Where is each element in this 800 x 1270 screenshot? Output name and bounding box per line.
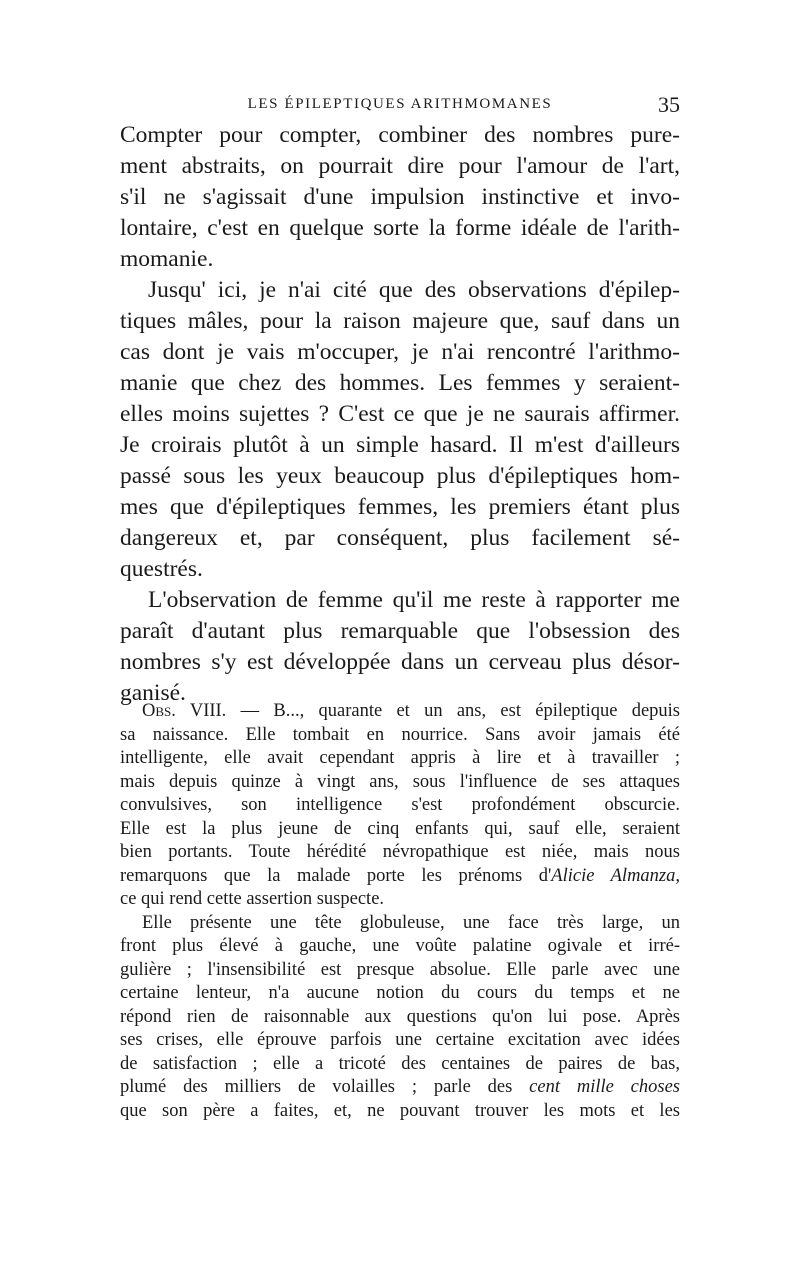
text-line: mes que d'épileptiques femmes, les premiers étant plus xyxy=(120,494,680,520)
text-line: elles moins sujettes ? C'est ce que je ne saurais affirmer. xyxy=(120,401,680,427)
text-line: nombres s'y est développée dans un cerveau plus désor- xyxy=(120,649,680,675)
text-line: Je croirais plutôt à un simple hasard. Il m'est d'ailleurs xyxy=(120,432,680,458)
text-line: cas dont je vais m'occuper, je n'ai rencontré l'arithmo- xyxy=(120,339,680,365)
text-line: momanie. xyxy=(120,246,214,272)
text-line: gulière ; l'insensibilité est presque absolue. Elle parle avec une xyxy=(120,959,680,980)
text-line: sa naissance. Elle tombait en nourrice. Sans avoir jamais été xyxy=(120,724,680,745)
observation-label: Obs. xyxy=(142,701,176,721)
running-title: LES ÉPILEPTIQUES ARITHMOMANES xyxy=(247,96,553,112)
page-number: 35 xyxy=(658,92,680,117)
page-header xyxy=(120,92,680,122)
text-line: s'il ne s'agissait d'une impulsion instinctive et invo- xyxy=(120,184,680,210)
text-line: ce qui rend cette assertion suspecte. xyxy=(120,889,385,909)
text-line: convulsives, son intelligence s'est profondément obscurcie. xyxy=(120,795,680,815)
text-line: lontaire, c'est en quelque sorte la forme idéale de l'arith- xyxy=(120,215,680,241)
text-line: Compter pour compter, combiner des nombres pure- xyxy=(120,122,680,148)
text-line: de satisfaction ; elle a tricoté des centaines de paires de bas, xyxy=(120,1053,680,1074)
main-text xyxy=(120,120,680,709)
text-line: questrés. xyxy=(120,556,203,582)
text-line: répond rien de raisonnable aux questions qu'on lui pose. Après xyxy=(120,1006,680,1027)
text-line: Jusqu' ici, je n'ai cité que des observations d'épilep- xyxy=(148,277,680,303)
text-line: front plus élevé à gauche, une voûte palatine ogivale et irré- xyxy=(120,936,680,956)
text-line: passé sous les yeux beaucoup plus d'épileptiques hom- xyxy=(120,463,680,489)
text-line: plumé des milliers de volailles ; parle des cent mille choses xyxy=(120,1077,681,1097)
text-line: ses crises, elle éprouve parfois une certaine excitation avec idées xyxy=(120,1030,680,1050)
text-line: Obs. VIII. — B..., quarante et un ans, est épileptique depuis xyxy=(142,701,681,721)
text-line: ment abstraits, on pourrait dire pour l'amour de l'art, xyxy=(120,153,680,179)
text-line: intelligente, elle avait cependant appris à lire et à travailler ; xyxy=(120,748,680,768)
text-line: certaine lenteur, n'a aucune notion du cours du temps et ne xyxy=(120,983,680,1003)
text-line: manie que chez des hommes. Les femmes y seraient- xyxy=(120,370,680,396)
patient-names: Alicie Almanza, xyxy=(551,865,680,886)
text-line: bien portants. Toute hérédité névropathique est niée, mais nous xyxy=(120,842,680,862)
text-line: Elle présente une tête globuleuse, une face très large, un xyxy=(142,912,680,933)
text-line: mais depuis quinze à vingt ans, sous l'influence de ses attaques xyxy=(120,771,680,792)
text-line: que son père a faites, et, ne pouvant trouver les mots et les xyxy=(120,1100,680,1121)
cent-mille-choses: cent mille choses xyxy=(529,1077,681,1097)
text-line: ganisé. xyxy=(120,680,186,706)
text-line: L'observation de femme qu'il me reste à rapporter me xyxy=(148,587,680,613)
observation-block xyxy=(120,700,680,1123)
text-line: dangereux et, par conséquent, plus facilement sé- xyxy=(120,525,680,551)
text-line: Elle est la plus jeune de cinq enfants qui, sauf elle, seraient xyxy=(120,818,680,839)
text-line: remarquons que la malade porte les prénoms d'Alicie Almanza, xyxy=(120,865,680,886)
text-line: paraît d'autant plus remarquable que l'obsession des xyxy=(120,618,680,644)
text-line: tiques mâles, pour la raison majeure que, sauf dans un xyxy=(120,308,680,334)
